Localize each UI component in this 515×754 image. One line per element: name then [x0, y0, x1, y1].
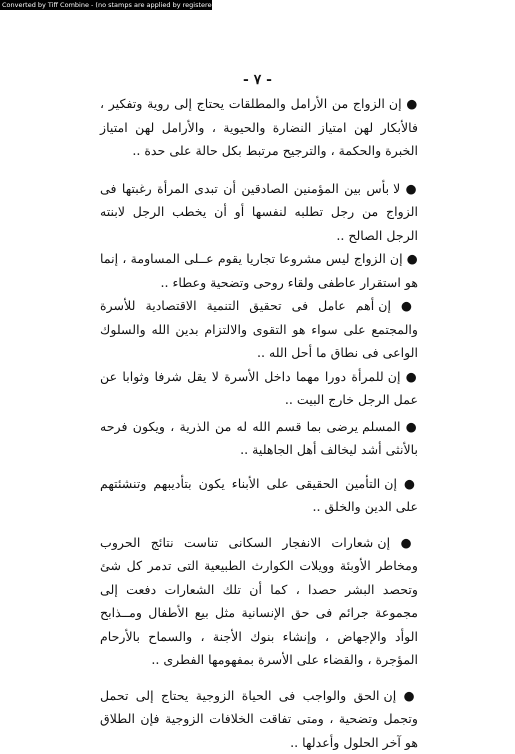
paragraph — [100, 531, 418, 672]
bullet-icon: ● — [406, 369, 418, 384]
paragraph-text: إن التأمين الحقيقى على الأبناء يكون بتأديبهم وتنشئتهم على الدين والخلق .. — [100, 476, 418, 515]
paragraph — [100, 415, 418, 462]
page-body — [100, 92, 418, 754]
paragraph — [100, 247, 418, 294]
paragraph-text: إن شعارات الانفجار السكانى تناست نتائج الحروب ومخاطر الأوبئة وويلات الكوارث الطبيعية التى تدمر كل شئ وتحصد البشر حصدا ، كما أن تلك الشعارات دفعت إلى مجموعة جرائم فى حق الإنسانية مثل بيع الأطفال ومــذابح الوأد والإجهاض ، وإنشاء بنوك الأجنة ، والسماح بالأرحام المؤجرة ، والقضاء على الأسرة بمفهومها الفطرى .. — [100, 535, 418, 668]
bullet-icon: ● — [404, 688, 418, 703]
bullet-icon: ● — [406, 419, 418, 434]
converter-banner: Converted by Tiff Combine - (no stamps are applied by registered version) — [0, 0, 212, 10]
paragraph — [100, 472, 418, 519]
bullet-icon: ● — [404, 476, 418, 491]
bullet-icon: ● — [401, 298, 418, 313]
bullet-icon: ● — [406, 96, 418, 111]
paragraph — [100, 365, 418, 412]
paragraph-text: لا بأس بين المؤمنين الصادقين أن تبدى المرأة رغبتها فى الزواج من رجل تطلبه لنفسها أو أن يخطب الرجل لابنته الرجل الصالح .. — [100, 181, 418, 243]
paragraph-text: إن الزواج ليس مشروعا تجاريا يقوم عــلى المساومة ، إنما هو استقرار عاطفى ولقاء روحى وتضحية وعطاء .. — [100, 251, 418, 290]
bullet-icon: ● — [407, 251, 418, 266]
paragraph-text: إن الزواج من الأرامل والمطلقات يحتاج إلى روية وتفكير ، فالأبكار لهن امتياز النضارة والحيوية ، والأرامل لهن امتياز الخبرة والحكمة ، والترجيح مرتبط بكل حالة على حدة .. — [100, 96, 418, 158]
paragraph — [100, 177, 418, 248]
paragraph — [100, 294, 418, 365]
page-number: - ٧ - — [0, 72, 515, 88]
bullet-icon: ● — [406, 181, 418, 196]
bullet-icon: ● — [401, 535, 418, 550]
paragraph — [100, 92, 418, 163]
paragraph-text: إن أهم عامل فى تحقيق التنمية الاقتصادية للأسرة والمجتمع على سواء هو التقوى والالتزام بدين الله والسلوك الواعى فى نطاق ما أحل الله .. — [100, 298, 418, 360]
paragraph-text: إن الحق والواجب فى الحياة الزوجية يحتاج إلى تحمل وتجمل وتضحية ، ومتى تفاقت الخلافات الزوجية فإن الطلاق هو آخر الحلول وأعدلها .. — [100, 688, 418, 750]
paragraph — [100, 684, 418, 754]
paragraph-text: المسلم يرضى بما قسم الله له من الذرية ، ويكون فرحه بالأنثى أشد ليخالف أهل الجاهلية .. — [100, 419, 418, 458]
paragraph-text: إن للمرأة دورا مهما داخل الأسرة لا يقل شرفا وثوابا عن عمل الرجل خارج البيت .. — [100, 369, 418, 408]
